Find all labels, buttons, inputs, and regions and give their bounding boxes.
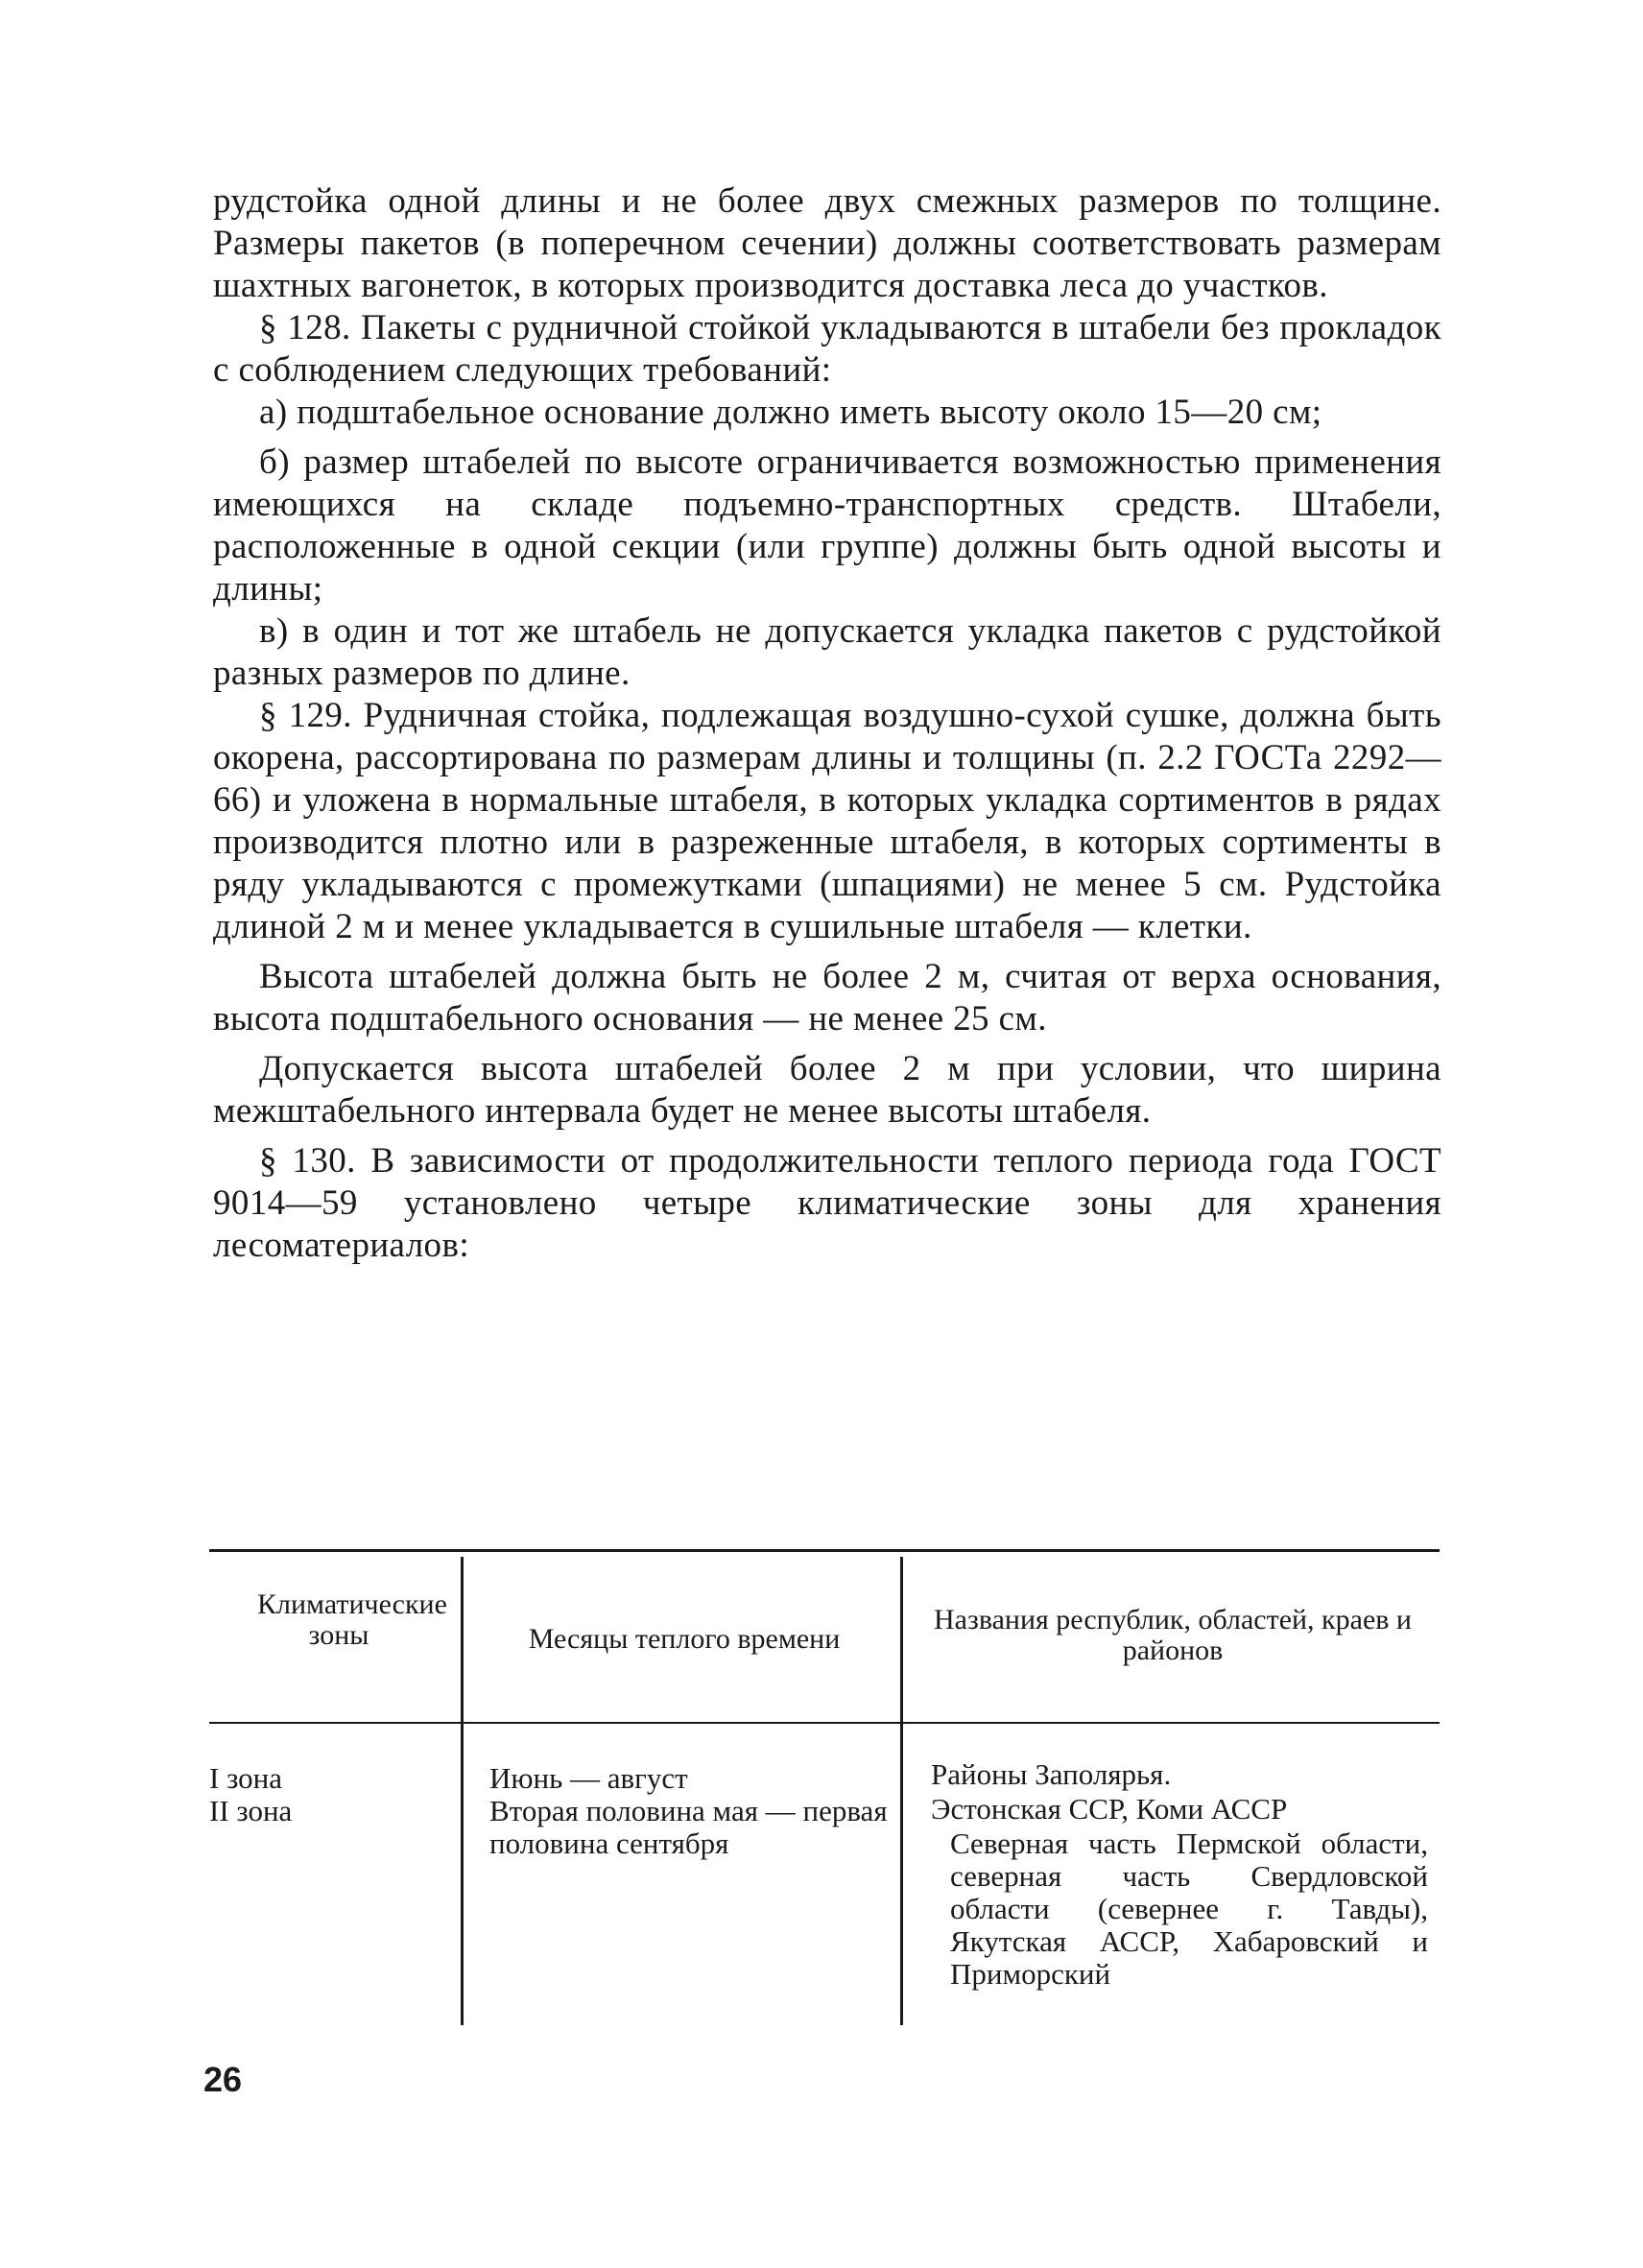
column-divider-2	[900, 1557, 903, 2025]
regions-zone-2a: Эстонская ССР, Коми АССР	[931, 1792, 1288, 1826]
header-months: Месяцы теплого времени	[528, 1623, 841, 1655]
zone-1: I зона	[209, 1761, 282, 1795]
item-b: б) размер штабелей по высоте ограничивается возможностью применения имеющихся на складе подъемно-транспортных средств. Штабели, расположенные в одной секции (или группе) должны быть одной высоты и длины;	[213, 442, 1441, 609]
paragraph-130: § 130. В зависимости от продолжительности теплого периода года ГОСТ 9014—59 установлено четыре климатические зоны для хранения лесоматериалов:	[213, 1141, 1441, 1265]
table-header-rule	[209, 1722, 1440, 1724]
paragraph-allowed: Допускается высота штабелей более 2 м при условии, что ширина межштабельного интервала будет не менее высоты штабеля.	[213, 1049, 1441, 1131]
paragraph-128: § 128. Пакеты с рудничной стойкой укладываются в штабели без прокладок с соблюдением следующих требований:	[213, 308, 1441, 390]
paragraph-height: Высота штабелей должна быть не более 2 м, считая от верха основания, высота подштабельного основания — не менее 25 см.	[213, 957, 1441, 1039]
paragraph-continuation: рудстойка одной длины и не более двух смежных размеров по толщине. Размеры пакетов (в поперечном сечении) должны соответствовать размерам шахтных вагонеток, в которых производится доставка леса до участков.	[213, 181, 1441, 305]
months-zone-2: Вторая половина мая — первая половина сентября	[489, 1794, 888, 1860]
regions-zone-2b: Северная часть Пермской области, северная часть Свердловской области (севернее г. Тавды), Якутская АССР, Хабаровский и Приморский	[950, 1826, 1428, 1991]
body-text	[213, 180, 1441, 1267]
climate-zones-table	[209, 1549, 1440, 2027]
item-a: а) подштабельное основание должно иметь высоту около 15—20 см;	[259, 393, 1322, 432]
months-zone-1: Июнь — август	[489, 1761, 688, 1795]
item-c: в) в один и тот же штабель не допускается укладка пакетов с рудстойкой разных размеров по длине.	[213, 611, 1441, 693]
table-top-rule	[209, 1549, 1440, 1552]
paragraph-129: § 129. Рудничная стойка, подлежащая воздушно-сухой сушке, должна быть окорена, рассортирована по размерам длины и толщины (п. 2.2 ГОСТа 2292—66) и уложена в нормальные штабеля, в которых укладка сортиментов в рядах производится плотно или в разреженные штабеля, в которых сортименты в ряду укладываются с промежутками (шпациями) не менее 5 см. Рудстойка длиной 2 м и менее укладывается в сушильные штабеля — клетки.	[213, 696, 1441, 946]
header-zones: Климатические зоны	[257, 1588, 447, 1651]
page-number: 26	[203, 2060, 243, 2099]
regions-zone-1: Районы Заполярья.	[931, 1757, 1172, 1791]
zone-2: II зона	[209, 1794, 293, 1827]
column-divider-1	[461, 1557, 464, 2025]
header-regions: Названия республик, областей, краев и районов	[933, 1604, 1412, 1666]
